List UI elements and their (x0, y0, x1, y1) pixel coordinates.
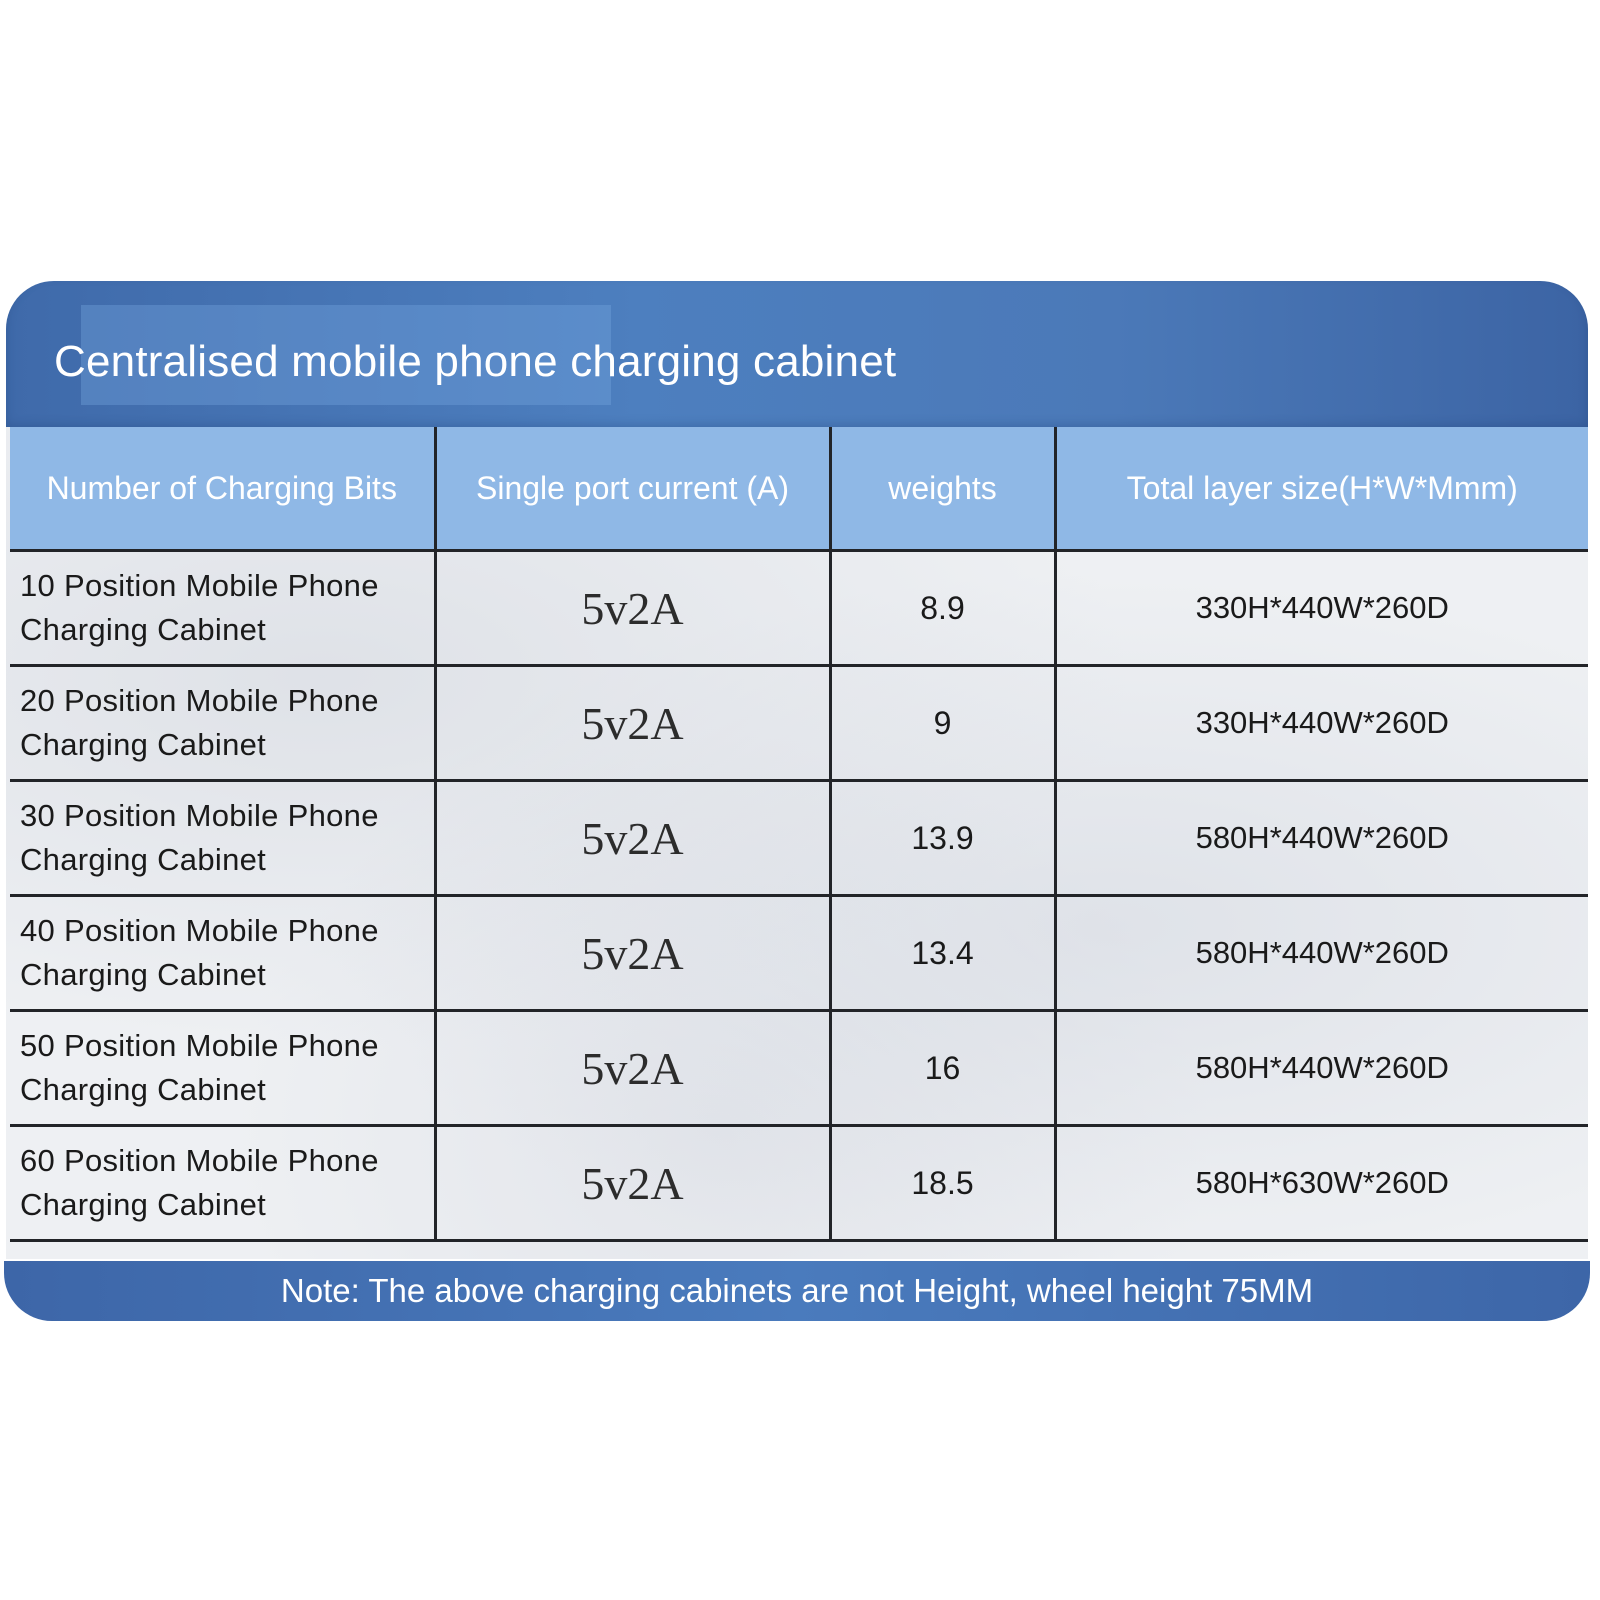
footer-note: Note: The above charging cabinets are not Height, wheel height 75MM (280, 1272, 1314, 1309)
table-header-row (10, 427, 1588, 551)
cell-name: 10 Position Mobile Phone Charging Cabinet (10, 551, 435, 666)
cell-name: 30 Position Mobile Phone Charging Cabinet (10, 781, 435, 896)
cell-weight: 16 (830, 1011, 1055, 1126)
table-row (10, 1126, 1588, 1241)
cell-size: 580H*440W*260D (1055, 1011, 1588, 1126)
cell-name: 60 Position Mobile Phone Charging Cabinet (10, 1126, 435, 1241)
cell-current: 5v2A (435, 896, 830, 1011)
cell-current: 5v2A (435, 1011, 830, 1126)
header-charging-bits: Number of Charging Bits (10, 427, 435, 551)
header-port-current: Single port current (A) (435, 427, 830, 551)
note-banner (4, 1261, 1590, 1321)
spec-card (6, 281, 1588, 1321)
cell-size: 330H*440W*260D (1055, 666, 1588, 781)
cell-current: 5v2A (435, 666, 830, 781)
cell-size: 580H*630W*260D (1055, 1126, 1588, 1241)
table-row (10, 551, 1588, 666)
table-area (6, 427, 1588, 1259)
cell-size: 330H*440W*260D (1055, 551, 1588, 666)
cell-size: 580H*440W*260D (1055, 781, 1588, 896)
table-row (10, 896, 1588, 1011)
cell-weight: 13.9 (830, 781, 1055, 896)
cell-weight: 13.4 (830, 896, 1055, 1011)
cell-size: 580H*440W*260D (1055, 896, 1588, 1011)
cell-name: 20 Position Mobile Phone Charging Cabinet (10, 666, 435, 781)
cell-current: 5v2A (435, 781, 830, 896)
spec-table (10, 427, 1588, 1242)
cell-weight: 9 (830, 666, 1055, 781)
header-layer-size: Total layer size(H*W*Mmm) (1055, 427, 1588, 551)
cell-name: 40 Position Mobile Phone Charging Cabinet (10, 896, 435, 1011)
table-row (10, 1011, 1588, 1126)
cell-current: 5v2A (435, 551, 830, 666)
title-banner (6, 281, 1588, 431)
cell-name: 50 Position Mobile Phone Charging Cabinet (10, 1011, 435, 1126)
table-row (10, 666, 1588, 781)
cell-weight: 18.5 (830, 1126, 1055, 1241)
header-weights: weights (830, 427, 1055, 551)
cell-current: 5v2A (435, 1126, 830, 1241)
table-row (10, 781, 1588, 896)
cell-weight: 8.9 (830, 551, 1055, 666)
page-title: Centralised mobile phone charging cabinet (54, 337, 897, 386)
